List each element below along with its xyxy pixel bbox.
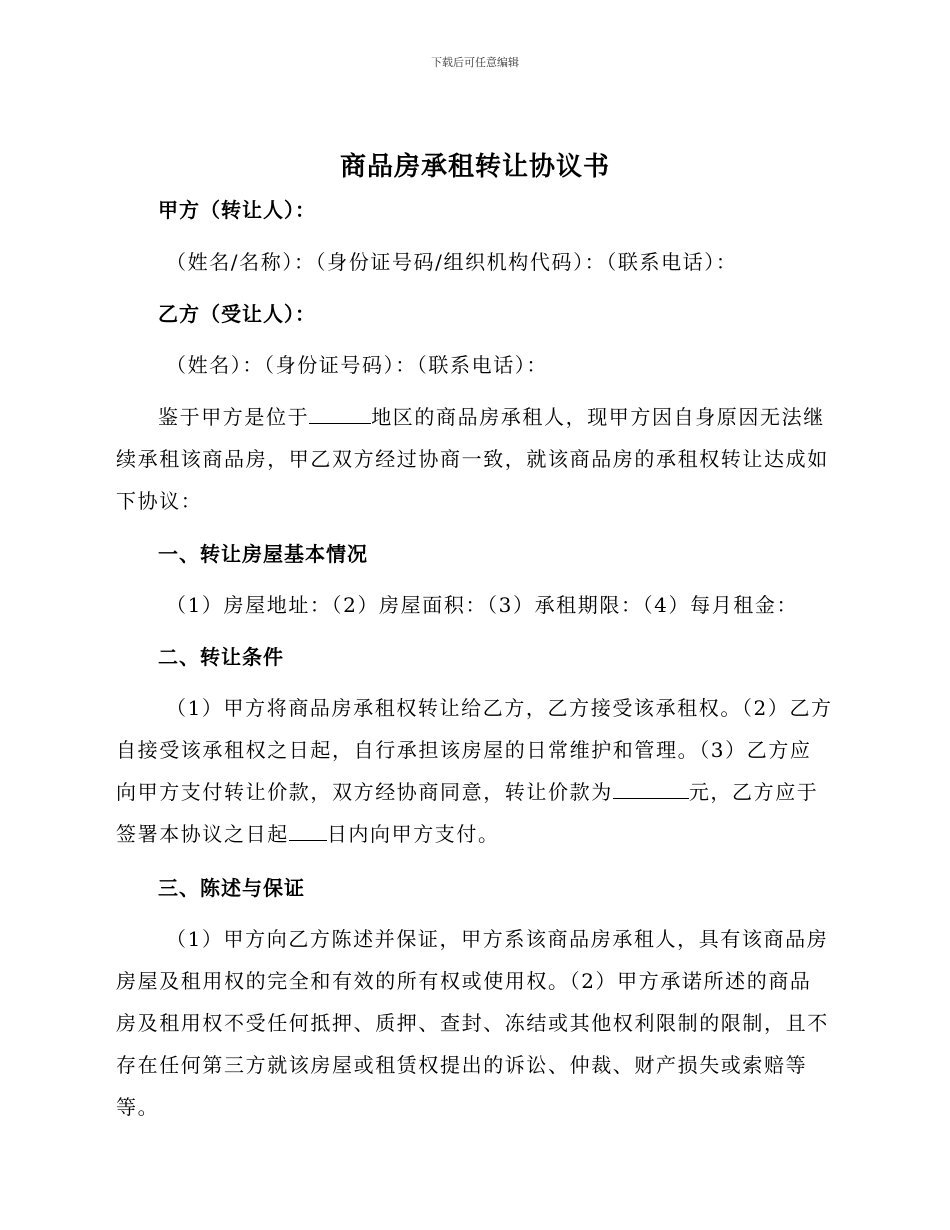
section-2-line-4 <box>116 818 836 847</box>
days-blank <box>289 822 327 841</box>
location-blank <box>309 405 371 424</box>
section-2-text-4a: 签署本协议之日起 <box>116 822 289 846</box>
header-note: 下载后可任意编辑 <box>431 56 519 69</box>
preamble-text-1a: 鉴于甲方是位于 <box>158 405 310 429</box>
price-blank <box>613 780 689 799</box>
preamble-text-1b: 地区的商品房承租人，现甲方因自身原因无法继 <box>371 405 825 429</box>
section-3-heading: 三、陈述与保证 <box>158 876 305 900</box>
section-2-heading: 二、转让条件 <box>158 645 284 669</box>
section-2-line-1: （1）甲方将商品房承租权转让给乙方，乙方接受该承租权。（2）乙方 <box>166 696 833 720</box>
party-b-fields: （姓名）：（身份证号码）：（联系电话）： <box>166 353 548 377</box>
section-1-heading: 一、转让房屋基本情况 <box>158 542 368 566</box>
party-b-heading: 乙方（受让人）： <box>158 302 316 326</box>
section-1-items: （1）房屋地址：（2）房屋面积：（3）承租期限：（4）每月租金： <box>166 593 799 617</box>
section-3-line-3: 房及租用权不受任何抵押、质押、查封、冻结或其他权利限制的限制，且不 <box>116 1011 829 1035</box>
party-a-heading: 甲方（转让人）： <box>158 198 316 222</box>
preamble-line-3: 下协议： <box>116 489 203 513</box>
section-2-text-4b: 日内向甲方支付。 <box>326 822 500 846</box>
section-3-line-2: 房屋及租用权的完全和有效的所有权或使用权。（2）甲方承诺所述的商品 <box>116 969 812 993</box>
party-a-fields: （姓名/名称）：（身份证号码/组织机构代码）：（联系电话）： <box>166 250 738 274</box>
section-3-line-1: （1）甲方向乙方陈述并保证，甲方系该商品房承租人，具有该商品房 <box>166 927 829 951</box>
section-2-line-3 <box>116 776 836 805</box>
section-2-line-2: 自接受该承租权之日起，自行承担该房屋的日常维护和管理。（3）乙方应 <box>116 738 812 762</box>
section-3-line-4: 存在任何第三方就该房屋或租赁权提出的诉讼、仲裁、财产损失或索赔等 <box>116 1053 808 1077</box>
section-3-line-5: 等。 <box>116 1095 160 1119</box>
section-2-text-3a: 向甲方支付转让价款，双方经协商同意，转让价款为 <box>116 780 613 804</box>
preamble-line-2: 续承租该商品房，甲乙双方经过协商一致，就该商品房的承租权转让达成如 <box>116 447 829 471</box>
section-2-text-3b: 元，乙方应于 <box>688 780 819 804</box>
document-title: 商品房承租转让协议书 <box>339 152 610 182</box>
preamble-line-1 <box>158 401 878 430</box>
